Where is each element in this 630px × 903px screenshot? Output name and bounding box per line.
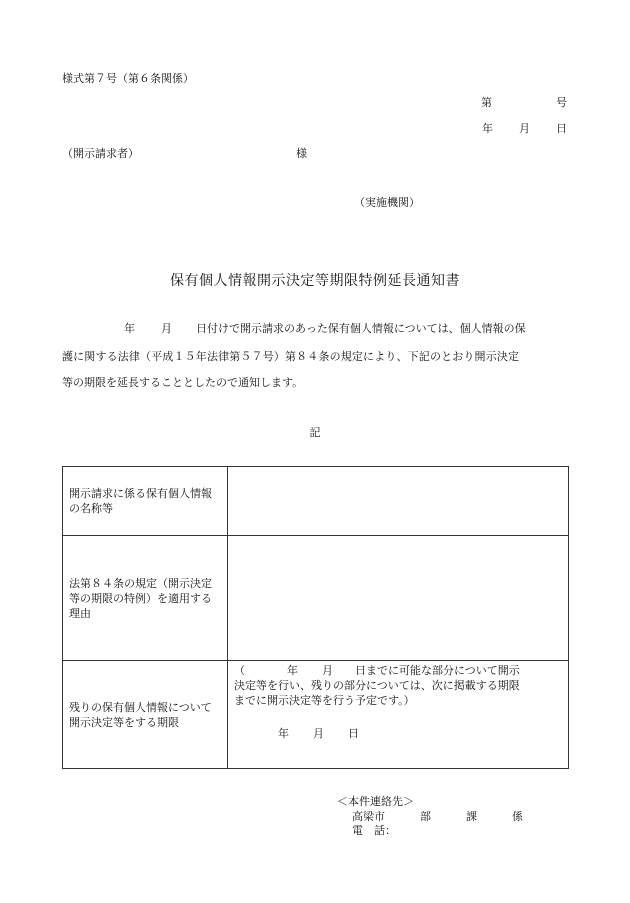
body-line-1	[62, 320, 572, 336]
deadline-line-2: 決定等を行い、残りの部分については、次に掲載する期限	[234, 679, 520, 692]
date-month: 月	[519, 122, 530, 135]
contact-header: ＜本件連絡先＞	[337, 795, 414, 808]
info-table	[62, 466, 569, 769]
contact-unit: 係	[512, 810, 523, 823]
body-year: 年	[124, 322, 135, 335]
document-title: 保有個人情報開示決定等期限特例延長通知書	[170, 273, 460, 289]
doc-no-suffix: 号	[556, 96, 567, 109]
agency-label: （実施機関）	[354, 196, 420, 209]
date-day: 日	[556, 122, 567, 135]
row-label-name: 開示請求に係る保有個人情報の名称等	[63, 467, 228, 536]
deadline-line-3: までに開示決定等を行う予定です。）	[234, 694, 415, 707]
deadline-line-1: （ 年 月 日までに可能な部分について開示	[234, 664, 520, 677]
issue-date	[482, 120, 567, 136]
requester-honorific: 様	[296, 147, 307, 160]
body-line-1-rest: 日付けで開示請求のあった保有個人情報については、個人情報の保	[196, 322, 526, 335]
body-line-3: 等の期限を延長することとしたので通知します。	[62, 376, 304, 389]
row-content-name	[228, 467, 569, 536]
deadline-date: 年 月 日	[278, 727, 359, 740]
doc-no-prefix: 第	[481, 96, 492, 109]
contact-dept: 部	[420, 810, 431, 823]
contact-phone-label: 電 話：	[352, 824, 396, 837]
contact-org: 高梁市	[352, 810, 385, 823]
row-content-reason	[228, 536, 569, 661]
contact-section: 課	[466, 810, 477, 823]
requester-label: （開示請求者）	[62, 147, 139, 160]
ki-label: 記	[309, 426, 321, 439]
row-label-reason: 法第８４条の規定（開示決定等の期限の特例）を適用する理由	[63, 536, 228, 661]
form-number: 様式第７号（第６条関係）	[62, 72, 194, 85]
table-row	[63, 661, 569, 769]
body-month: 月	[161, 322, 172, 335]
table-row	[63, 536, 569, 661]
row-label-deadline: 残りの保有個人情報について開示決定等をする期限	[63, 661, 228, 769]
date-year: 年	[482, 122, 493, 135]
table-row	[63, 467, 569, 536]
document-number	[481, 94, 567, 110]
body-line-2: 護に関する法律（平成１５年法律第５７号）第８４条の規定により、下記のとおり開示決定	[62, 350, 520, 363]
row-content-deadline	[228, 661, 569, 769]
